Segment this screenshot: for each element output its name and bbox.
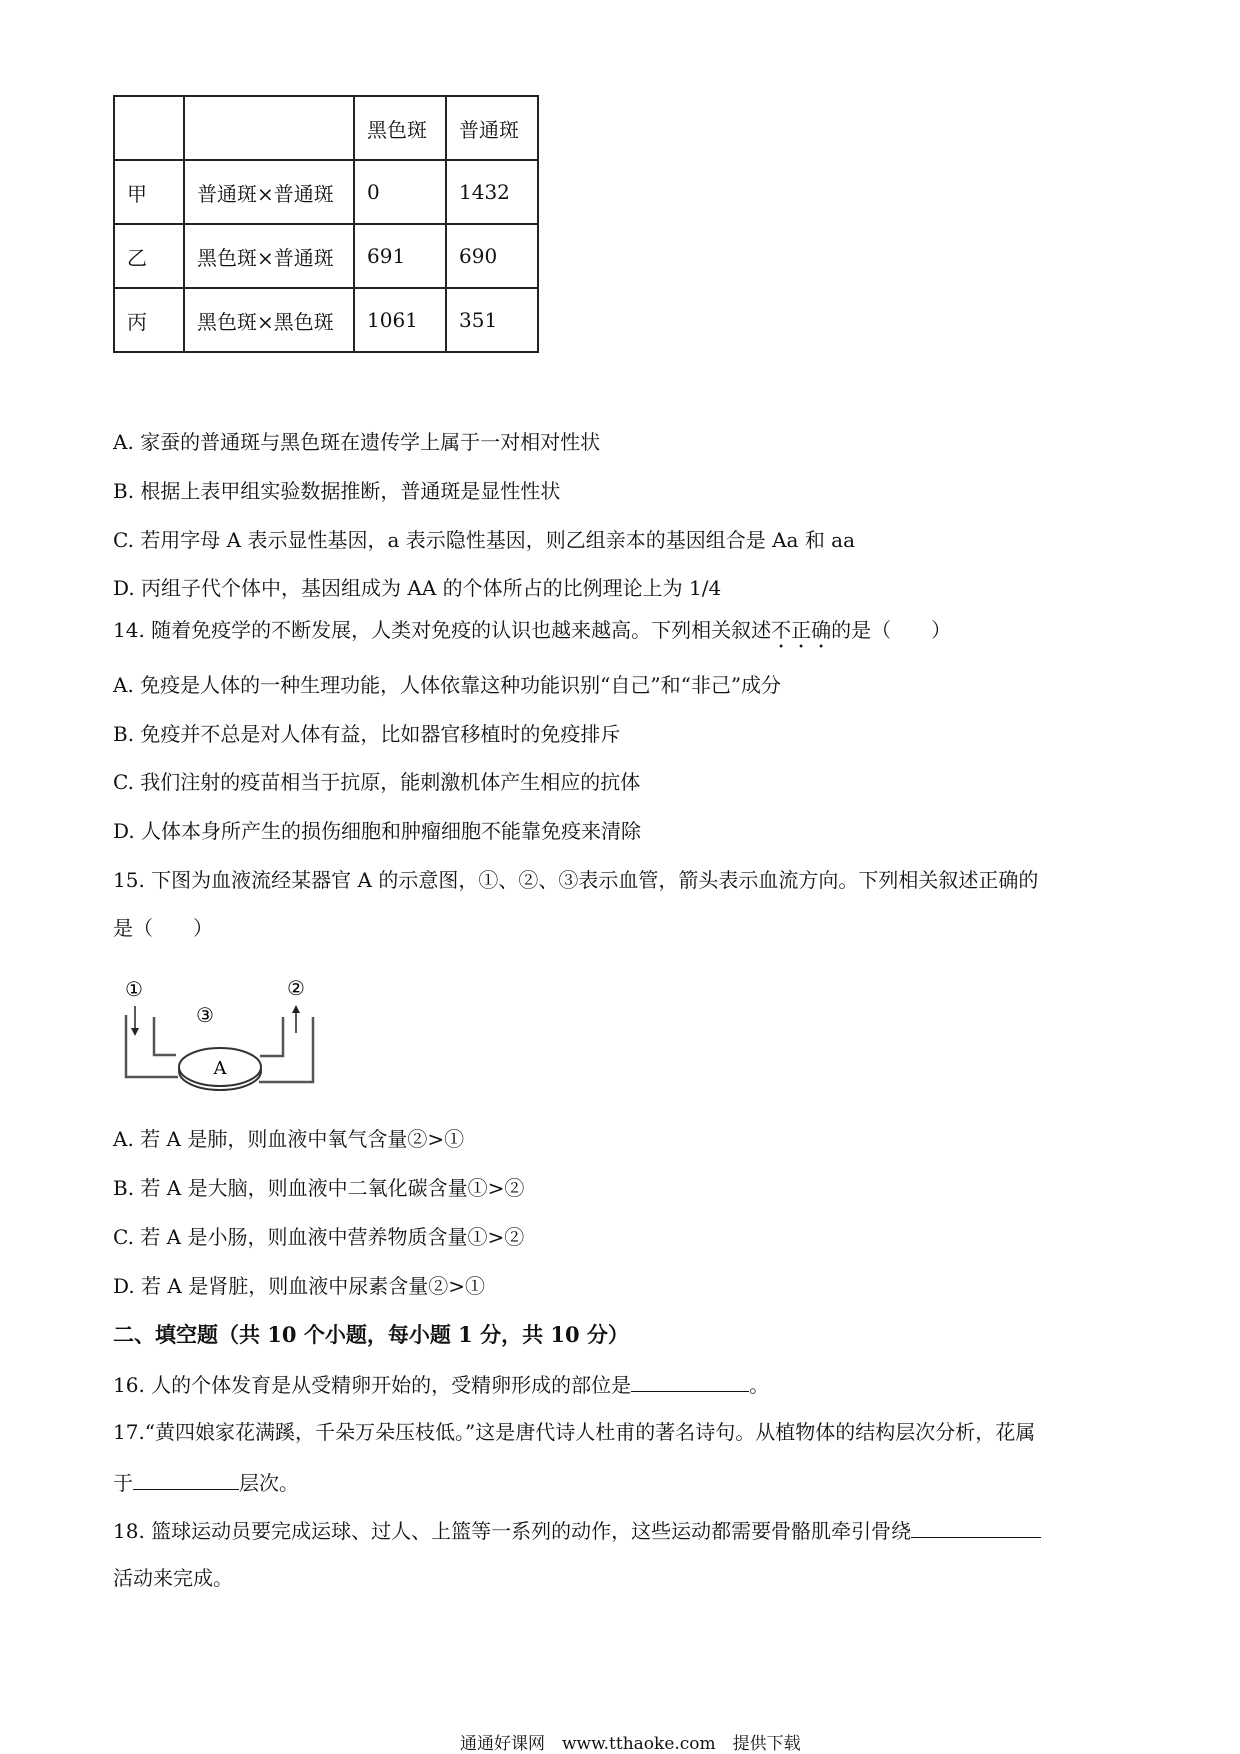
q13-option-b: B. 根据上表甲组实验数据推断，普通斑是显性性状: [113, 479, 561, 503]
q13-option-c: C. 若用字母 A 表示显性基因，a 表示隐性基因，则乙组亲本的基因组合是 Aa 和 aa: [113, 528, 856, 552]
q14-option-a: A. 免疫是人体的一种生理功能，人体依靠这种功能识别“自己”和“非己”成分: [113, 673, 782, 697]
results-table: [113, 95, 539, 353]
blood-flow-diagram: [113, 968, 323, 1093]
table-cell: 1432: [446, 160, 538, 224]
organ-label: A: [213, 1058, 227, 1079]
table-cell: 普通斑: [446, 96, 538, 160]
table-row: [114, 288, 538, 352]
q15-option-b: B. 若 A 是大脑，则血液中二氧化碳含量①>②: [113, 1176, 525, 1200]
q14-stem: [113, 618, 951, 653]
q18-text: 18. 篮球运动员要完成运球、过人、上篮等一系列的动作，这些运动都需要骨骼肌牵引骨绕: [113, 1519, 912, 1543]
q14-emphasis: 不正确: [771, 618, 832, 642]
q16-end: 。: [749, 1373, 770, 1397]
q17-cont: [113, 1469, 299, 1495]
q18-cont: 活动来完成。: [113, 1566, 233, 1590]
q17-text: 于: [113, 1471, 133, 1495]
q14-stem-text: 14. 随着免疫学的不断发展，人类对免疫的认识也越来越高。下列相关叙述: [113, 618, 772, 642]
q15-option-d: D. 若 A 是肾脏，则血液中尿素含量②>①: [113, 1274, 485, 1298]
q16-text: 16. 人的个体发育是从受精卵开始的，受精卵形成的部位是: [113, 1373, 632, 1397]
table-cell: 691: [354, 224, 446, 288]
table-cell: 黑色斑×黑色斑: [184, 288, 354, 352]
table-cell: 黑色斑: [354, 96, 446, 160]
table-row: [114, 160, 538, 224]
table-cell: 普通斑×普通斑: [184, 160, 354, 224]
q15-option-c: C. 若 A 是小肠，则血液中营养物质含量①>②: [113, 1225, 525, 1249]
q14-option-c: C. 我们注射的疫苗相当于抗原，能刺激机体产生相应的抗体: [113, 770, 641, 794]
q17: 17.“黄四娘家花满蹊，千朵万朵压枝低。”这是唐代诗人杜甫的著名诗句。从植物体的结构层次分析，花属: [113, 1420, 1036, 1444]
section-heading: [113, 1323, 629, 1347]
table-cell: 0: [354, 160, 446, 224]
q14-option-b: B. 免疫并不总是对人体有益，比如器官移植时的免疫排斥: [113, 722, 621, 746]
q16: [113, 1371, 769, 1397]
table-cell: 乙: [114, 224, 184, 288]
table-cell: 黑色斑×普通斑: [184, 224, 354, 288]
table-cell: [184, 96, 354, 160]
answer-blank[interactable]: [911, 1517, 1041, 1538]
table-row: [114, 224, 538, 288]
table-cell: 690: [446, 224, 538, 288]
q18: [113, 1517, 1041, 1543]
table-cell: 甲: [114, 160, 184, 224]
q14-stem-end: 的是（ ）: [831, 618, 952, 642]
label-vessel-1: ①: [125, 977, 143, 1001]
q15-option-a: A. 若 A 是肺，则血液中氧气含量②>①: [113, 1127, 465, 1151]
footer: 通通好课网 www.tthaoke.com 提供下载: [460, 1734, 801, 1754]
answer-blank[interactable]: [133, 1469, 239, 1490]
table-header-row: [114, 96, 538, 160]
table-cell: 1061: [354, 288, 446, 352]
table-cell: [114, 96, 184, 160]
table-cell: 351: [446, 288, 538, 352]
section-title: 二、填空题（共 10 个小题，每小题 1 分，共 10 分）: [113, 1322, 629, 1347]
label-vessel-3: ③: [196, 1003, 214, 1027]
table-cell: 丙: [114, 288, 184, 352]
q15-stem: 15. 下图为血液流经某器官 A 的示意图，①、②、③表示血管，箭头表示血流方向。下列相关叙述正确的: [113, 868, 1039, 892]
q17-end: 层次。: [239, 1471, 299, 1495]
q15-stem-2: 是（ ）: [113, 916, 213, 940]
answer-blank[interactable]: [631, 1371, 749, 1392]
label-vessel-2: ②: [287, 976, 305, 1000]
q14-option-d: D. 人体本身所产生的损伤细胞和肿瘤细胞不能靠免疫来清除: [113, 819, 642, 843]
q13-option-a: A. 家蚕的普通斑与黑色斑在遗传学上属于一对相对性状: [113, 430, 601, 454]
q13-option-d: D. 丙组子代个体中，基因组成为 AA 的个体所占的比例理论上为 1/4: [113, 576, 722, 600]
